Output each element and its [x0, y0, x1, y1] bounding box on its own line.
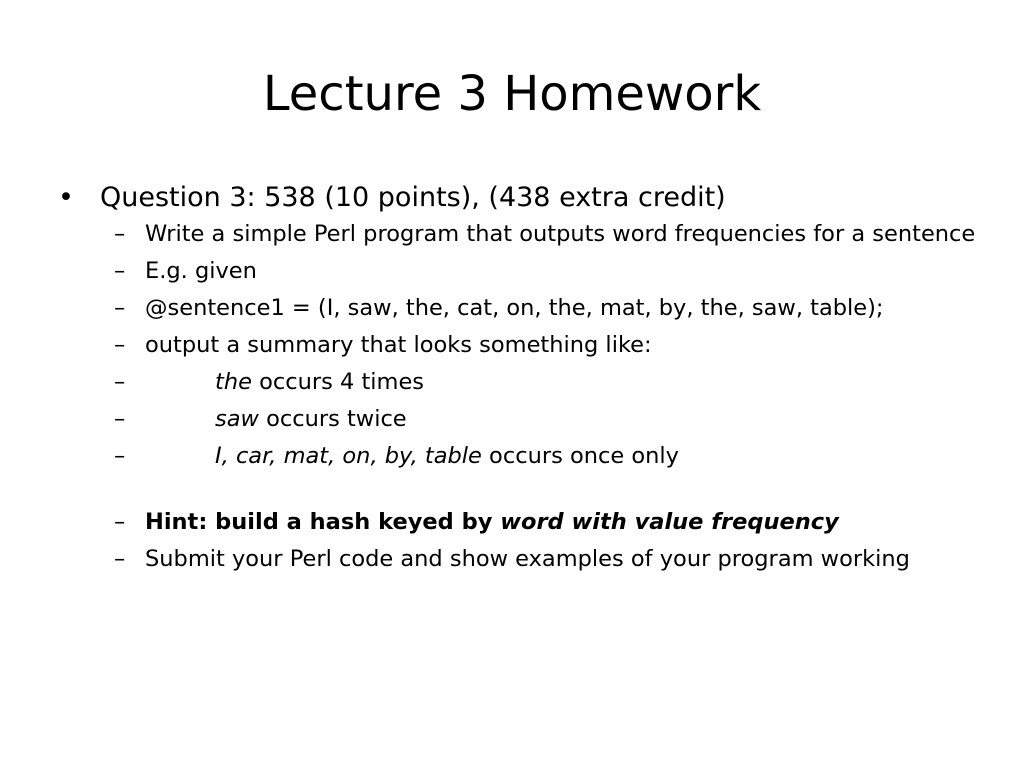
sub-item-text: @sentence1 = (I, saw, the, cat, on, the, mat, by, the, saw, table); [145, 295, 884, 321]
sub-item-once-count [58, 442, 978, 470]
dash-marker: – [114, 546, 126, 572]
sub-item-the-count [58, 368, 978, 396]
dash-marker: – [114, 332, 126, 358]
dash-marker: – [114, 406, 126, 432]
dash-marker: – [114, 295, 126, 321]
slide-title: Lecture 3 Homework [262, 66, 762, 122]
dash-marker: – [114, 369, 126, 395]
dash-marker: – [114, 443, 126, 469]
sub-item-text [145, 406, 407, 432]
dash-marker: – [114, 509, 126, 535]
sub-item-text [145, 369, 424, 395]
dash-marker: – [114, 221, 126, 247]
sub-item-hint [58, 508, 978, 536]
hint-bold-text: Hint: build a hash keyed by [145, 509, 501, 535]
words-once: I, car, mat, on, by, table [215, 443, 482, 469]
sub-item-saw-count [58, 405, 978, 433]
sub-bullet-list [58, 220, 978, 573]
sub-item-sentence [58, 294, 978, 322]
sub-item-write [58, 220, 978, 248]
occurs-text: occurs twice [258, 406, 407, 432]
occurs-text: occurs 4 times [251, 369, 425, 395]
sub-item-text: Submit your Perl code and show examples of your program working [145, 546, 910, 572]
sub-item-text: Write a simple Perl program that outputs word frequencies for a sentence [145, 221, 976, 247]
sub-item-text: output a summary that looks something like: [145, 332, 652, 358]
sub-item-output [58, 331, 978, 359]
sub-item-text [145, 509, 839, 535]
sub-item-submit [58, 545, 978, 573]
slide-content [58, 180, 978, 582]
hint-bold-italic-text: word with value frequency [500, 509, 839, 535]
sub-item-text [145, 443, 679, 469]
main-bullet-text: Question 3: 538 (10 points), (438 extra credit) [100, 182, 726, 213]
sub-item-text: E.g. given [145, 258, 257, 284]
main-bullet [58, 180, 978, 216]
dash-marker: – [114, 258, 126, 284]
sub-item-eg [58, 257, 978, 285]
word-saw: saw [215, 406, 259, 432]
occurs-text: occurs once only [481, 443, 679, 469]
bullet-marker: • [58, 182, 74, 213]
word-the: the [215, 369, 252, 395]
